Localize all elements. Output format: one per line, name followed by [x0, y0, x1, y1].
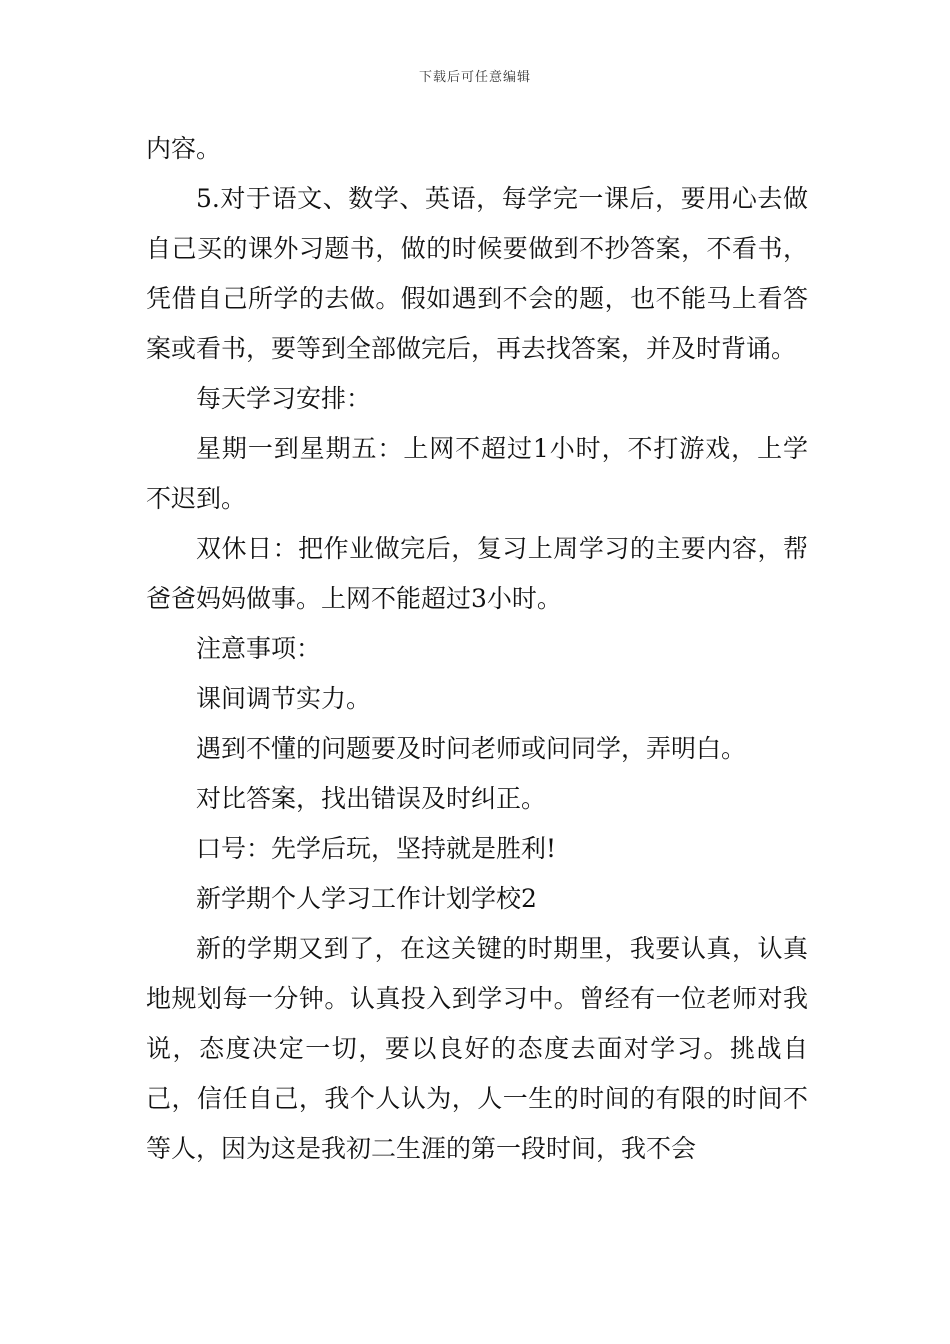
list-item: 课间调节实力。	[196, 684, 372, 713]
section-heading: 每天学习安排：	[196, 384, 372, 413]
section-heading: 注意事项：	[196, 634, 322, 663]
document-body	[146, 124, 808, 1174]
paragraph: 5.对于语文、数学、英语，每学完一课后，要用心去做自己买的课外习题书，做的时候要做到不抄答案，不看书，凭借自己所学的去做。假如遇到不会的题，也不能马上看答案或看书，要等到全部做完后，再去找答案，并及时背诵。	[146, 184, 808, 363]
section-title: 新学期个人学习工作计划学校2	[196, 884, 537, 913]
paragraph: 内容。	[146, 134, 222, 163]
list-item: 遇到不懂的问题要及时问老师或问同学，弄明白。	[196, 734, 747, 763]
list-item: 对比答案，找出错误及时纠正。	[196, 784, 547, 813]
paragraph: 星期一到星期五：上网不超过1小时，不打游戏，上学不迟到。	[146, 434, 808, 513]
slogan: 口号：先学后玩，坚持就是胜利!	[196, 834, 557, 863]
page-header-note: 下载后可任意编辑	[418, 70, 531, 85]
paragraph: 新的学期又到了，在这关键的时期里，我要认真，认真地规划每一分钟。认真投入到学习中。曾经有一位老师对我说，态度决定一切，要以良好的态度去面对学习。挑战自己，信任自己，我个人认为，人一生的时间的有限的时间不等人，因为这是我初二生涯的第一段时间，我不会	[146, 934, 808, 1163]
paragraph: 双休日：把作业做完后，复习上周学习的主要内容，帮爸爸妈妈做事。上网不能超过3小时。	[146, 534, 808, 613]
